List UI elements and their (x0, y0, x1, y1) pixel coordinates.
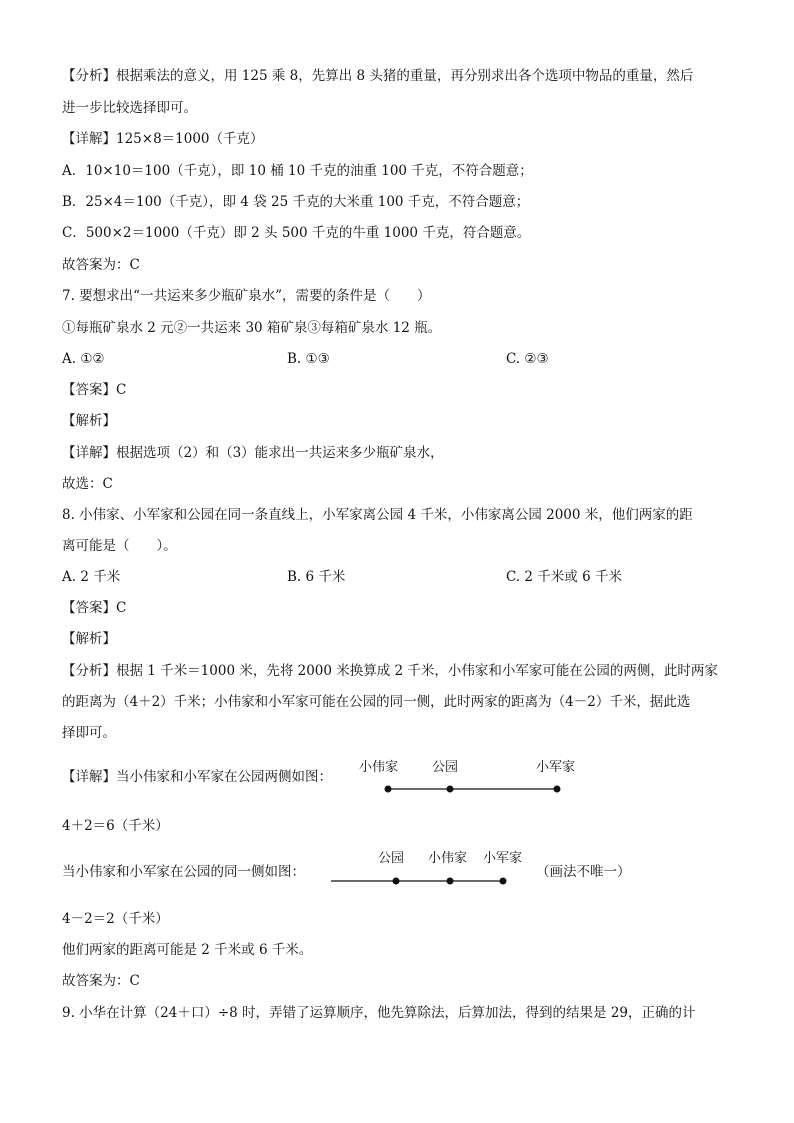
diagram1-number-line (385, 786, 561, 793)
q8-analysis-1: 【分析】根据 1 千米＝1000 米，先将 2000 米换算成 2 千米，小伟家和小军家可能在公园的两侧，此时两家 (62, 663, 718, 679)
q7-answer: 【答案】C (62, 382, 127, 398)
q8-question-cont: 离可能是（ ）。 (62, 538, 177, 554)
diagram1-label-xiaowei: 小伟家 (359, 760, 399, 775)
q6-conclusion: 故答案为：C (62, 257, 140, 273)
diagram2-note: （画法不唯一） (536, 864, 631, 880)
q7-question: 7. 要想求出“一共运来多少瓶矿泉水”，需要的条件是（ ） (62, 288, 431, 304)
diagram1-point-xiaowei (385, 786, 392, 793)
diagram2-point-xiaojun (500, 878, 507, 885)
q8-question: 8. 小伟家、小军家和公园在同一条直线上，小军家离公园 4 千米，小伟家离公园 2000 米，他们两家的距 (62, 507, 693, 523)
diagram1-point-xiaojun (554, 786, 561, 793)
q7-option-c: C. ②③ (506, 351, 549, 367)
q7-detail: 【详解】根据选项（2）和（3）能求出一共运来多少瓶矿泉水， (62, 445, 444, 461)
q8-detail-2: 当小伟家和小军家在公园的同一侧如图： (62, 864, 305, 880)
q6-option-c: C．500×2＝1000（千克）即 2 头 500 千克的牛重 1000 千克，符合题意。 (62, 225, 531, 241)
q7-option-b: B. ①③ (287, 351, 330, 367)
q9-question: 9. 小华在计算（24＋口）÷8 时，弄错了运算顺序，他先算除法，后算加法，得到的结果是 29，正确的计 (62, 1005, 696, 1021)
diagram1-label-park: 公园 (432, 760, 459, 775)
diagram2-point-park (393, 878, 400, 885)
diagram2-label-park: 公园 (378, 851, 405, 866)
q8-eq-1: 4＋2＝6（千米） (62, 818, 169, 834)
diagram2-point-xiaowei (447, 878, 454, 885)
q6-analysis-cont: 进一步比较选择即可。 (62, 100, 197, 116)
q8-distance: 他们两家的距离可能是 2 千米或 6 千米。 (62, 942, 313, 958)
diagram2-label-xiaojun: 小军家 (483, 851, 523, 866)
q8-option-b: B. 6 千米 (287, 569, 346, 585)
q7-option-a: A. ①② (62, 351, 105, 367)
q6-analysis: 【分析】根据乘法的意义，用 125 乘 8，先算出 8 头猪的重量，再分别求出各个选项中物品的重量，然后 (62, 68, 694, 84)
diagram2-number-line (331, 878, 507, 885)
q8-conclusion: 故答案为：C (62, 973, 140, 989)
q6-option-a: A．10×10＝100（千克），即 10 桶 10 千克的油重 100 千克，不符合题意； (62, 163, 533, 179)
q7-jiexi: 【解析】 (62, 413, 116, 429)
q6-detail: 【详解】125×8＝1000（千克） (62, 131, 264, 147)
q7-conditions: ①每瓶矿泉水 2 元②一共运来 30 箱矿泉③每箱矿泉水 12 瓶。 (62, 320, 442, 336)
diagram2-label-xiaowei: 小伟家 (428, 851, 468, 866)
q8-jiexi: 【解析】 (62, 631, 116, 647)
q8-analysis-3: 择即可。 (62, 725, 116, 741)
q8-eq-2: 4－2＝2（千米） (62, 911, 169, 927)
q6-option-b: B．25×4＝100（千克），即 4 袋 25 千克的大米重 100 千克，不符合题意； (62, 194, 530, 210)
q8-answer: 【答案】C (62, 600, 127, 616)
diagram1-point-park (447, 786, 454, 793)
q8-option-c: C. 2 千米或 6 千米 (506, 569, 622, 585)
q8-detail-1: 【详解】当小伟家和小军家在公园两侧如图： (62, 769, 332, 785)
q8-analysis-2: 的距离为（4＋2）千米；小伟家和小军家可能在公园的同一侧，此时两家的距离为（4－2）千米，据此选 (62, 694, 691, 710)
q8-option-a: A. 2 千米 (62, 569, 121, 585)
diagram1-label-xiaojun: 小军家 (536, 760, 576, 775)
q7-conclusion: 故选：C (62, 476, 113, 492)
